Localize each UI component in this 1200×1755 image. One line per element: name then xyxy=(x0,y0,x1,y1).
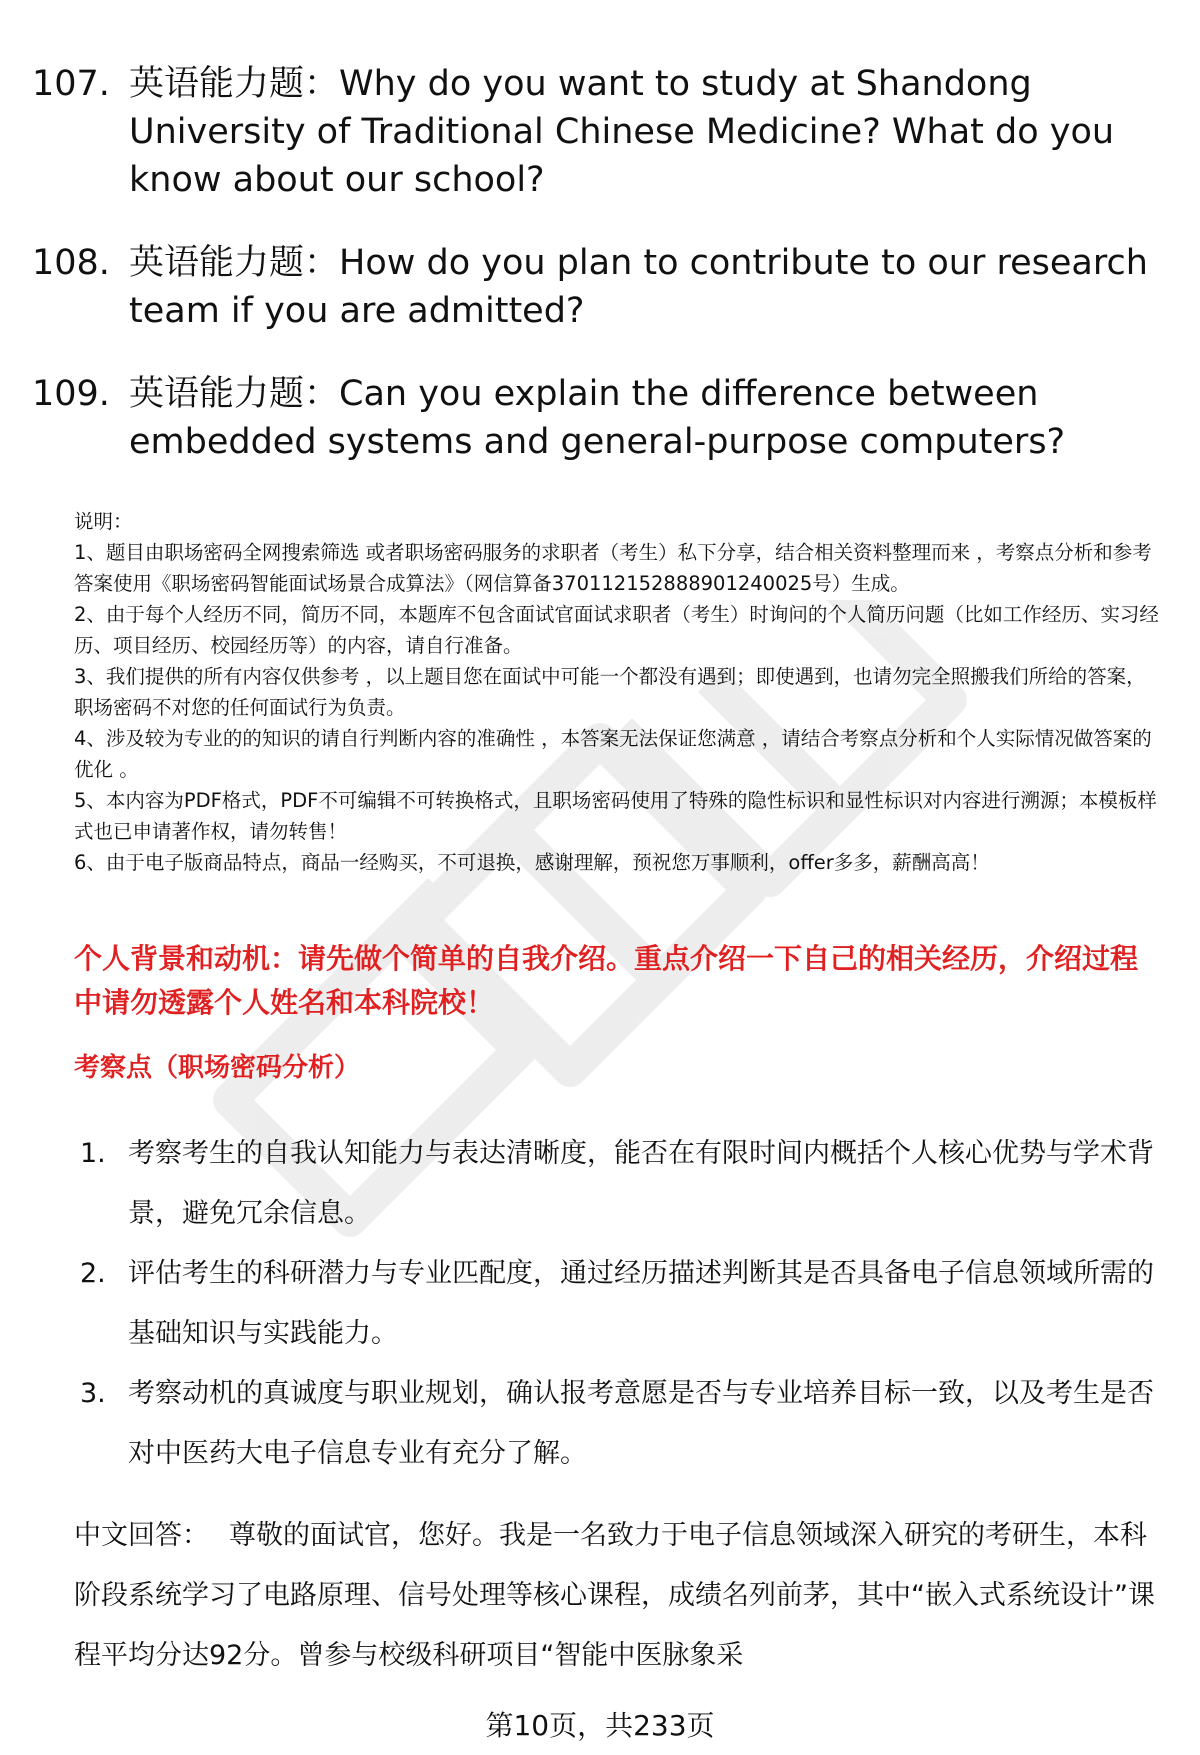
analysis-text: 考察动机的真诚度与职业规划，确认报考意愿是否与专业培养目标一致，以及考生是否对中医药大电子信息专业有充分了解。 xyxy=(128,1378,1154,1469)
question-text: 英语能力题：Why do you want to study at Shandong University of Traditional Chinese Medicine? What do you know about our school? xyxy=(129,64,1115,200)
answer-paragraph xyxy=(74,1506,1164,1686)
page-footer: 第10页，共233页 xyxy=(485,1709,715,1742)
notes-section xyxy=(74,506,1164,878)
answer-text: 尊敬的面试官，您好。我是一名致力于电子信息领域深入研究的考研生，本科阶段系统学习了电路原理、信号处理等核心课程，成绩名列前茅，其中“嵌入式系统设计”课程平均分达92分。曾参与校级科研项目“智能中医脉象采 xyxy=(74,1520,1155,1671)
question-item xyxy=(32,239,1162,335)
analysis-number: 1. xyxy=(80,1138,106,1169)
section-heading: 个人背景和动机：请先做个简单的自我介绍。重点介绍一下自己的相关经历，介绍过程中请勿透露个人姓名和本科院校！ xyxy=(74,942,1139,1019)
notes-item: 3、我们提供的所有内容仅供参考 ，以上题目您在面试中可能一个都没有遇到；即使遇到，也请勿完全照搬我们所给的答案，职场密码不对您的任何面试行为负责。 xyxy=(74,665,1146,719)
question-number: 108. xyxy=(32,243,110,283)
question-number: 107. xyxy=(32,64,110,104)
notes-item: 6、由于电子版商品特点，商品一经购买，不可退换，感谢理解，预祝您万事顺利，offer多多，薪酬高高！ xyxy=(74,851,990,874)
notes-title: 说明： xyxy=(74,510,133,533)
question-item xyxy=(32,370,1162,466)
analysis-text: 考察考生的自我认知能力与表达清晰度，能否在有限时间内概括个人核心优势与学术背景，避免冗余信息。 xyxy=(128,1138,1154,1229)
analysis-text: 评估考生的科研潜力与专业匹配度，通过经历描述判断其是否具备电子信息领域所需的基础知识与实践能力。 xyxy=(128,1258,1154,1349)
notes-item: 4、涉及较为专业的的知识的请自行判断内容的准确性 ，本答案无法保证您满意 ，请结合考察点分析和个人实际情况做答案的优化 。 xyxy=(74,727,1152,781)
question-text: 英语能力题：Can you explain the difference between embedded systems and general-purpose computers? xyxy=(129,374,1066,462)
analysis-point xyxy=(80,1364,1160,1484)
analysis-number: 2. xyxy=(80,1258,106,1289)
answer-label: 中文回答： xyxy=(74,1520,209,1551)
question-list xyxy=(32,60,1162,501)
question-item xyxy=(32,60,1162,204)
notes-item: 5、本内容为PDF格式，PDF不可编辑不可转换格式，且职场密码使用了特殊的隐性标识和显性标识对内容进行溯源；本模板样式也已申请著作权，请勿转售！ xyxy=(74,789,1157,843)
question-number: 109. xyxy=(32,374,110,414)
notes-item: 2、由于每个人经历不同，简历不同，本题库不包含面试官面试求职者（考生）时询问的个人简历问题（比如工作经历、实习经历、项目经历、校园经历等）的内容，请自行准备。 xyxy=(74,603,1159,657)
notes-item: 1、题目由职场密码全网搜索筛选 或者职场密码服务的求职者（考生）私下分享，结合相关资料整理而来 ，考察点分析和参考答案使用《职场密码智能面试场景合成算法》（网信算备370112152888901240025号）生成。 xyxy=(74,541,1152,595)
analysis-point xyxy=(80,1124,1160,1244)
analysis-point xyxy=(80,1244,1160,1364)
analysis-heading: 考察点（职场密码分析） xyxy=(74,1053,361,1083)
analysis-list xyxy=(80,1124,1160,1484)
question-text: 英语能力题：How do you plan to contribute to our research team if you are admitted? xyxy=(129,243,1148,331)
analysis-number: 3. xyxy=(80,1378,106,1409)
